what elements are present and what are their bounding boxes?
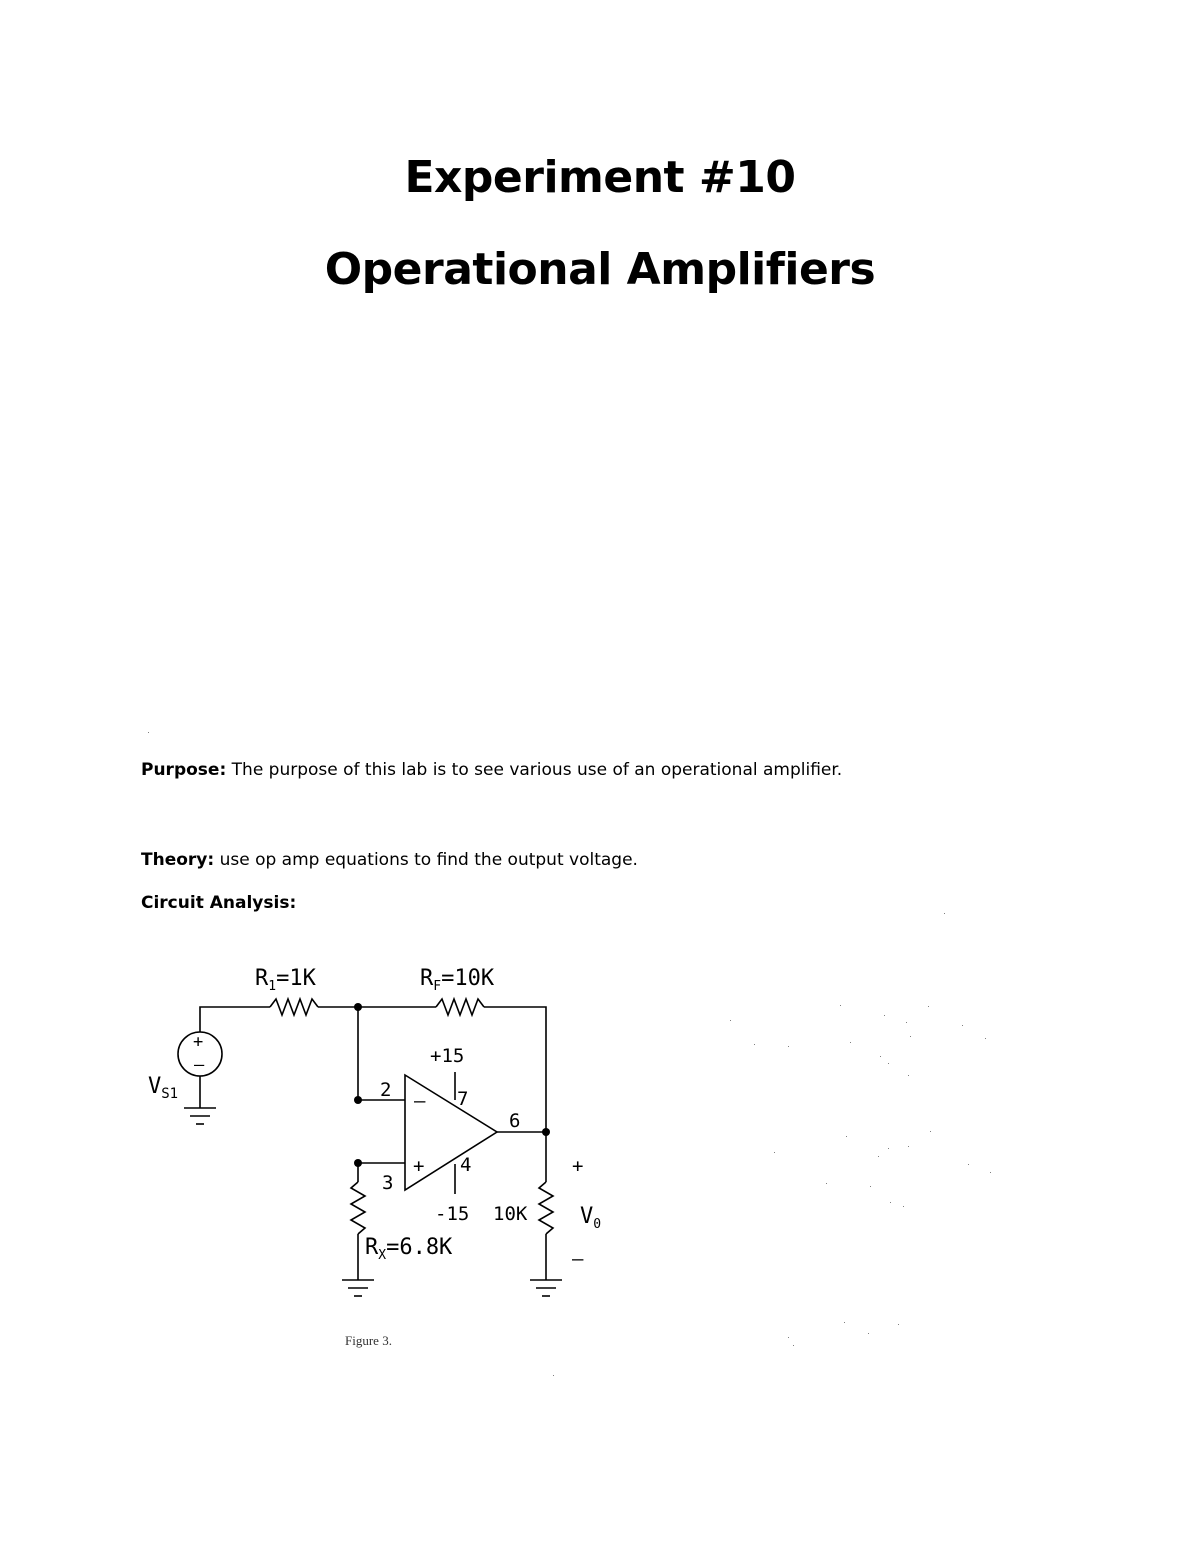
scan-speck — [908, 1146, 909, 1147]
scan-speck — [868, 1333, 869, 1334]
scan-speck — [903, 1206, 904, 1207]
scan-speck — [846, 1136, 847, 1137]
scan-speck — [148, 732, 149, 733]
scan-speck — [906, 1022, 907, 1023]
scan-speck — [844, 1322, 845, 1323]
scan-speck — [826, 1183, 827, 1184]
vo-plus-sign: + — [572, 1155, 584, 1177]
scan-speck — [774, 1152, 775, 1153]
scan-speck — [840, 1005, 841, 1006]
scan-speck — [730, 1020, 731, 1021]
theory-paragraph — [141, 850, 638, 870]
circuit-analysis-heading — [141, 893, 296, 913]
scan-speck — [968, 1164, 969, 1165]
theory-text: use op amp equations to find the output voltage. — [214, 850, 638, 870]
scan-speck — [985, 1038, 986, 1039]
rload-label: 10K — [493, 1203, 528, 1225]
scan-speck — [870, 1186, 871, 1187]
resistor-load-zigzag — [539, 1182, 553, 1234]
vo-minus-sign: – — [572, 1248, 584, 1270]
src-plus-sign: + — [193, 1032, 204, 1052]
junction-node — [354, 1159, 362, 1167]
scan-speck — [850, 1042, 851, 1043]
junction-node — [542, 1128, 550, 1136]
scan-speck — [888, 1063, 889, 1064]
figure-caption: Figure 3. — [345, 1333, 392, 1348]
scan-speck — [990, 1172, 991, 1173]
pin4-label: 4 — [460, 1154, 472, 1176]
pin7-label: 7 — [457, 1088, 469, 1110]
scan-speck — [910, 1036, 911, 1037]
vminus-label: -15 — [435, 1203, 470, 1225]
resistor-r1-zigzag — [270, 999, 318, 1015]
resistor-rf-zigzag — [436, 999, 484, 1015]
scan-speck — [898, 1324, 899, 1325]
purpose-label: Purpose: — [141, 760, 227, 780]
purpose-paragraph — [141, 760, 842, 780]
pin3-label: 3 — [382, 1172, 394, 1194]
scan-speck — [788, 1046, 789, 1047]
opamp-minus-sign: – — [414, 1090, 426, 1112]
page-subtitle: Operational Amplifiers — [324, 244, 876, 295]
scan-speck — [878, 1156, 879, 1157]
scan-speck — [928, 1006, 929, 1007]
scan-speck — [788, 1337, 789, 1338]
scan-speck — [793, 1345, 794, 1346]
wire-source-top — [200, 1007, 270, 1032]
junction-node — [354, 1003, 362, 1011]
circuit-analysis-label: Circuit Analysis: — [141, 893, 297, 913]
vplus-label: +15 — [430, 1045, 465, 1067]
circuit-diagram — [130, 950, 630, 1330]
scan-speck — [908, 1075, 909, 1076]
r1-label: $R_1=1K$ — [255, 966, 316, 994]
scan-speck — [880, 1056, 881, 1057]
pin6-label: 6 — [509, 1110, 521, 1132]
scan-speck — [930, 1131, 931, 1132]
junction-node — [354, 1096, 362, 1104]
source-label: $V_{S1}$ — [148, 1074, 179, 1102]
scan-speck — [884, 1015, 885, 1016]
scan-speck — [754, 1044, 755, 1045]
scan-speck — [888, 1148, 889, 1149]
opamp-plus-sign: + — [413, 1155, 425, 1177]
scan-speck — [944, 913, 945, 914]
scan-speck — [890, 1202, 891, 1203]
scan-speck — [962, 1025, 963, 1026]
vo-label: $V_0$ — [580, 1204, 602, 1232]
rx-label: $R_X=6.8K$ — [365, 1235, 453, 1263]
theory-label: Theory: — [141, 850, 215, 870]
rf-label: $R_F=10K$ — [420, 966, 495, 994]
page-title: Experiment #10 — [404, 152, 796, 203]
pin2-label: 2 — [380, 1079, 392, 1101]
resistor-rx-zigzag — [351, 1182, 365, 1234]
scan-speck — [553, 1375, 554, 1376]
purpose-text: The purpose of this lab is to see various use of an operational amplifier. — [226, 760, 843, 780]
src-minus-sign: – — [194, 1055, 205, 1075]
